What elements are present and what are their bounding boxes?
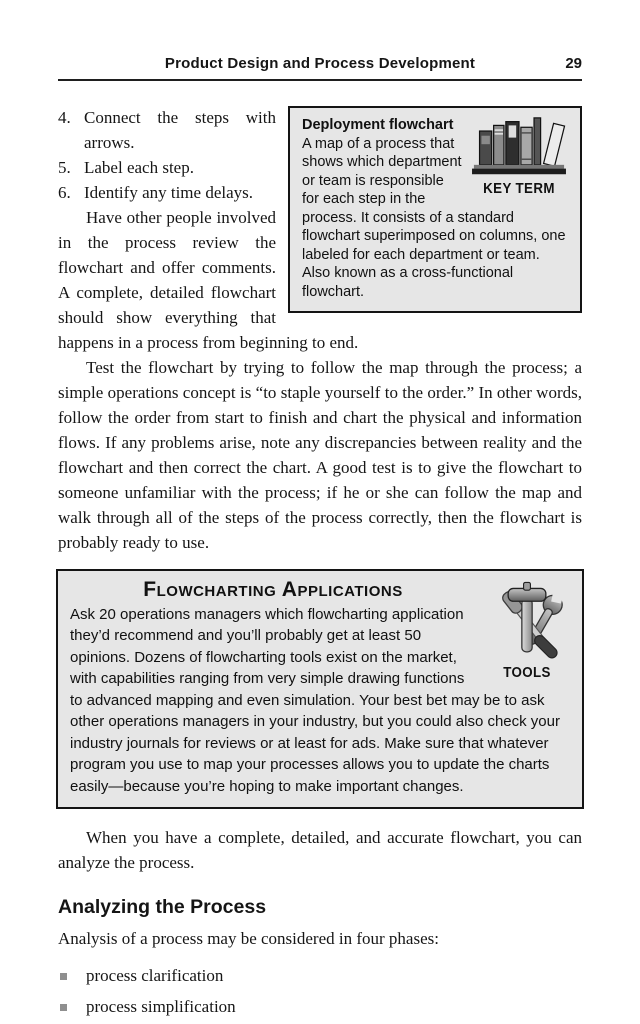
books-shelf-icon (468, 116, 570, 178)
list-item (58, 180, 276, 205)
tools-box-title: Flowcharting Applications (143, 578, 403, 601)
tools-label: TOOLS (503, 665, 551, 681)
bullet-text: process clarification (86, 966, 224, 985)
bullet-item (58, 965, 582, 987)
key-term-icon-block (468, 116, 570, 199)
list-item (58, 155, 276, 180)
bullet-item (58, 996, 582, 1018)
list-item-text: Connect the steps with arrows. (84, 108, 276, 152)
bullet-text: process simplification (86, 997, 236, 1016)
key-term-definition: A map of a process that shows which department or team is responsible for each step in the process. It consists of a standard flowchart superimposed on columns, one labeled for each department or team. Also known as a cross-functional flowchart. (302, 135, 566, 300)
page-title: Product Design and Process Development (164, 55, 476, 72)
list-item-number: 5. (58, 158, 71, 177)
section-intro: Analysis of a process may be considered in four phases: (58, 929, 439, 948)
list-item-text: Identify any time delays. (84, 183, 254, 202)
page-content (58, 105, 582, 1018)
list-item-number: 6. (58, 183, 71, 202)
key-term-box (288, 106, 582, 313)
key-term-name: Deployment flowchart (302, 117, 454, 133)
square-bullet-icon (60, 973, 67, 980)
hammer-tools-icon (484, 581, 570, 661)
flowcharting-applications-box (56, 569, 584, 809)
body-paragraph-3: When you have a complete, detailed, and accurate flowchart, you can analyze the process. (58, 828, 582, 872)
list-item-number: 4. (58, 108, 71, 127)
tools-icon-block (484, 581, 570, 685)
section-heading: Analyzing the Process (58, 896, 267, 918)
page-number: 29 (565, 55, 582, 72)
list-item (58, 105, 276, 155)
list-item-text: Label each step. (84, 158, 194, 177)
running-header (58, 55, 582, 81)
tools-box-body: Ask 20 operations managers which flowcharting application they’d recommend and you’ll probably get at least 50 opinions. Dozens of flowcharting tools exist on the market, with capabilities ranging from very simple drawing functions to advanced mapping and even simulation. Your best bet may be to ask other operations managers in your industry, but you could also check your industry journals for reviews or at least for ads. Make sure that whatever program you use to map your processes allows you to update the charts easily—because you’re hoping to make important changes. (70, 605, 560, 795)
body-paragraph-1: Have other people involved in the process review the flowchart and offer comments. A complete, detailed flowchart should show everything that happens in a process from beginning to end. (58, 208, 359, 352)
key-term-label: KEY TERM (483, 181, 555, 197)
bullet-list (58, 965, 582, 1018)
square-bullet-icon (60, 1004, 67, 1011)
body-paragraph-2: Test the flowchart by trying to follow the map through the process; a simple operations concept is “to staple yourself to the order.” In other words, follow the order from start to finish and chart the physical and information flows. If any problems arise, note any discrepancies between reality and the flowchart and then correct the chart. A good test is to give the flowchart to someone unfamiliar with the process; if he or she can follow the map and walk through all of the steps of the process correctly, then the flowchart is probably ready to use. (58, 358, 582, 552)
